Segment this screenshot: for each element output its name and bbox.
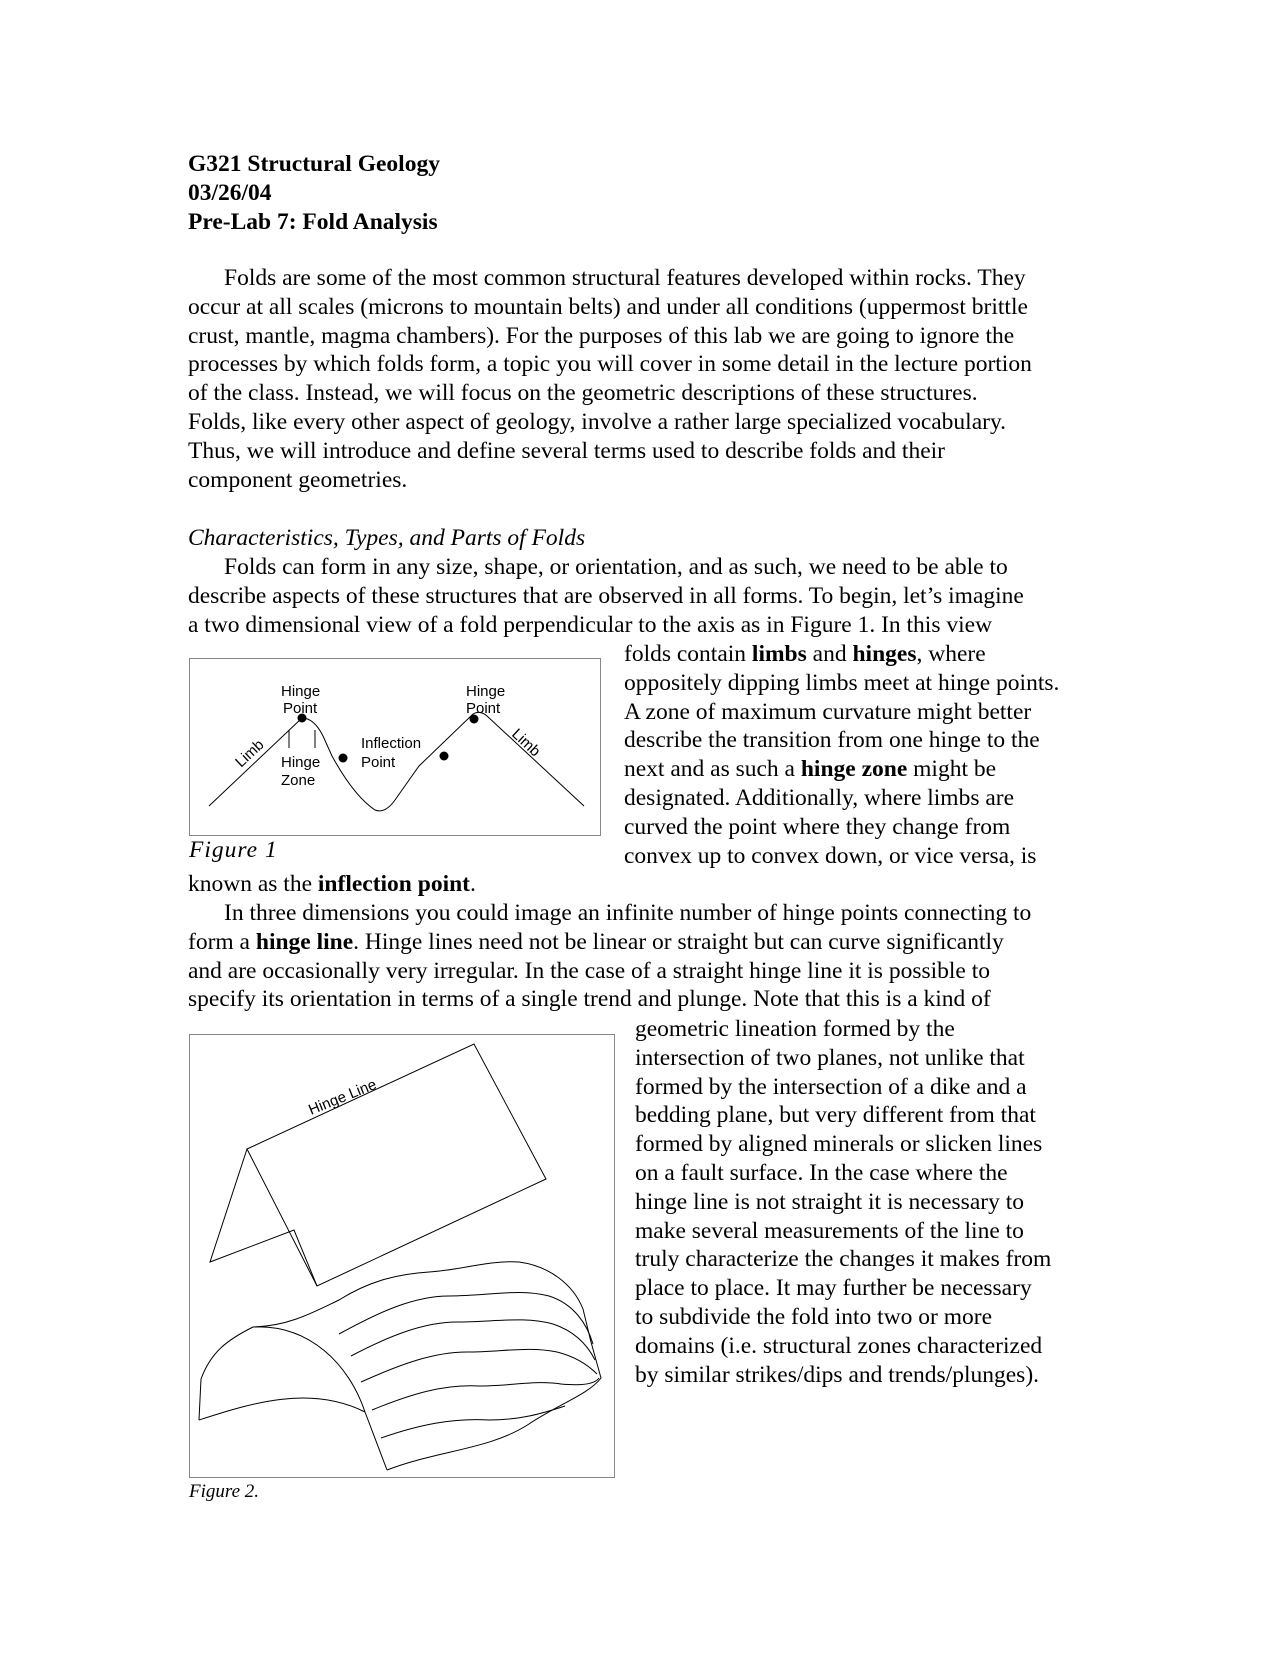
inflection-sentence — [188, 870, 1088, 899]
figure-2 — [189, 1034, 615, 1478]
intro-paragraph — [188, 264, 1088, 494]
intro-line: occur at all scales (microns to mountain belts) and under all conditions (uppermost brittle — [188, 293, 1028, 320]
hinge-line-side-line: on a fault surface. In the case where the — [635, 1159, 1008, 1186]
curved-hinge-fold — [199, 1262, 601, 1470]
text-run: . — [470, 871, 476, 897]
intro-line: processes by which folds form, a topic you will cover in some detail in the lecture portion — [188, 351, 1032, 378]
label-inflection-point: Point — [361, 754, 396, 771]
figure-2-caption: Figure 2. — [189, 1481, 260, 1502]
hinge-line-side-line: to subdivide the fold into two or more — [635, 1303, 993, 1330]
intro-line: component geometries. — [188, 466, 408, 493]
fold-outer-edge — [199, 1262, 591, 1420]
figure-1-caption: Figure 1 — [189, 837, 278, 863]
text-run: might be — [907, 756, 997, 783]
hinge-line-line — [188, 928, 1088, 957]
hinge-line-paragraph — [188, 899, 1088, 1014]
term-limbs: limbs — [751, 641, 807, 667]
text-run: form a — [188, 928, 256, 955]
intro-line: Thus, we will introduce and define several terms used to describe folds and their — [188, 437, 945, 464]
hinge-line-side-line: truly characterize the changes it makes from — [635, 1246, 1052, 1273]
fold-layer-line — [381, 1406, 565, 1438]
folds-paragraph — [188, 553, 1088, 639]
folds-side-line: curved the point where they change from — [624, 813, 1011, 840]
label-hinge-zone: Zone — [281, 772, 316, 789]
text-run: known as the — [188, 871, 318, 897]
hinge-line-side-line: hinge line is not straight it is necessary to — [635, 1188, 1024, 1215]
text-run: next and as such a — [624, 756, 801, 783]
folds-line: Folds can form in any size, shape, or orientation, and as such, we need to be able to — [224, 554, 1008, 580]
label-hinge-point-left: Hinge — [281, 683, 321, 700]
fold-limb-plane — [247, 1044, 546, 1286]
intro-line: Folds are some of the most common structural features developed within rocks. They — [224, 265, 1026, 291]
folds-line: describe aspects of these structures that are observed in all forms. To begin, let’s imagine — [188, 582, 1024, 609]
folds-side-line: describe the transition from one hinge to the — [624, 727, 1040, 754]
hinge-line-side-line: intersection of two planes, not unlike that — [635, 1044, 1025, 1071]
section-heading: Characteristics, Types, and Parts of Folds — [188, 525, 586, 551]
hinge-line-side-line: make several measurements of the line to — [635, 1217, 1024, 1244]
fold-profile-diagram — [189, 658, 601, 836]
label-hinge-point-right: Point — [466, 700, 501, 717]
intro-line: crust, mantle, magma chambers). For the purposes of this lab we are going to ignore the — [188, 322, 1015, 349]
term-inflection-point: inflection point — [317, 871, 470, 897]
text-run: and — [806, 641, 853, 667]
figure-1 — [189, 658, 601, 836]
hinge-line-side-line: domains (i.e. structural zones characterized — [635, 1332, 1043, 1359]
folds-line: a two dimensional view of a fold perpendicular to the axis as in Figure 1. In this view — [188, 611, 993, 638]
folds-side-line — [624, 640, 1094, 669]
label-inflection-point: Inflection — [361, 735, 422, 752]
text-run: , where — [916, 641, 986, 667]
straight-hinge-fold — [210, 1044, 546, 1286]
inflection-point-marker — [440, 752, 449, 761]
text-run: folds contain — [624, 641, 752, 667]
fold-layer-line — [339, 1292, 593, 1344]
fold-limb-plane — [210, 1149, 317, 1286]
label-hinge-point-right: Hinge — [466, 683, 506, 700]
fold-limb-edge — [199, 1398, 365, 1420]
document-header — [188, 150, 440, 236]
hinge-line-side-line: place to place. It may further be necessary — [635, 1275, 1032, 1302]
hinge-line-side-text — [635, 1015, 1095, 1389]
folds-side-line: oppositely dipping limbs meet at hinge points. — [624, 669, 1060, 696]
hinge-line-side-line: formed by the intersection of a dike and a — [635, 1073, 1027, 1100]
inflection-point-marker — [339, 754, 348, 763]
inflection-line — [188, 870, 1088, 899]
term-hinge-zone: hinge zone — [800, 756, 908, 783]
folds-side-line: designated. Additionally, where limbs are — [624, 784, 1015, 811]
hinge-line-side-line: bedding plane, but very different from that — [635, 1102, 1036, 1129]
term-hinges: hinges — [852, 641, 917, 667]
fold-line — [209, 712, 584, 810]
label-limb-right: Limb — [508, 725, 544, 761]
folds-side-line: convex up to convex down, or vice versa, is — [624, 842, 1037, 869]
hinge-line-line: and are occasionally very irregular. In the case of a straight hinge line it is possible to — [188, 957, 991, 984]
fold-layer-line — [361, 1349, 597, 1382]
hinge-line-line: specify its orientation in terms of a single trend and plunge. Note that this is a kind of — [188, 986, 991, 1013]
hinge-line-side-line: formed by aligned minerals or slicken lines — [635, 1131, 1043, 1158]
document-date: 03/26/04 — [188, 179, 272, 206]
fold-layer-line — [372, 1378, 599, 1410]
intro-line: Folds, like every other aspect of geology, involve a rather large specialized vocabulary. — [188, 408, 1007, 435]
label-limb-left: Limb — [232, 736, 268, 771]
term-hinge-line: hinge line — [255, 928, 354, 955]
hinge-line-side-line: geometric lineation formed by the — [635, 1016, 955, 1042]
folds-side-line: A zone of maximum curvature might better — [624, 698, 1032, 725]
label-hinge-point-left: Point — [283, 700, 318, 717]
hinge-line-line: In three dimensions you could image an infinite number of hinge points connecting to — [224, 900, 1032, 926]
fold-layer-line — [351, 1320, 595, 1360]
hinge-line-side-line: by similar strikes/dips and trends/plunges). — [635, 1361, 1040, 1388]
label-hinge-line: Hinge Line — [306, 1076, 379, 1119]
intro-line: of the class. Instead, we will focus on the geometric descriptions of these structures. — [188, 380, 978, 407]
course-title: G321 Structural Geology — [188, 151, 440, 177]
label-hinge-zone: Hinge — [281, 754, 321, 771]
fold-3d-diagram — [189, 1034, 615, 1478]
fold-limb-edge — [387, 1342, 601, 1470]
folds-side-text — [624, 640, 1094, 870]
lab-title: Pre-Lab 7: Fold Analysis — [188, 208, 438, 235]
text-run: . Hinge lines need not be linear or straight but can curve significantly — [353, 928, 1004, 955]
folds-side-line — [624, 755, 1094, 784]
